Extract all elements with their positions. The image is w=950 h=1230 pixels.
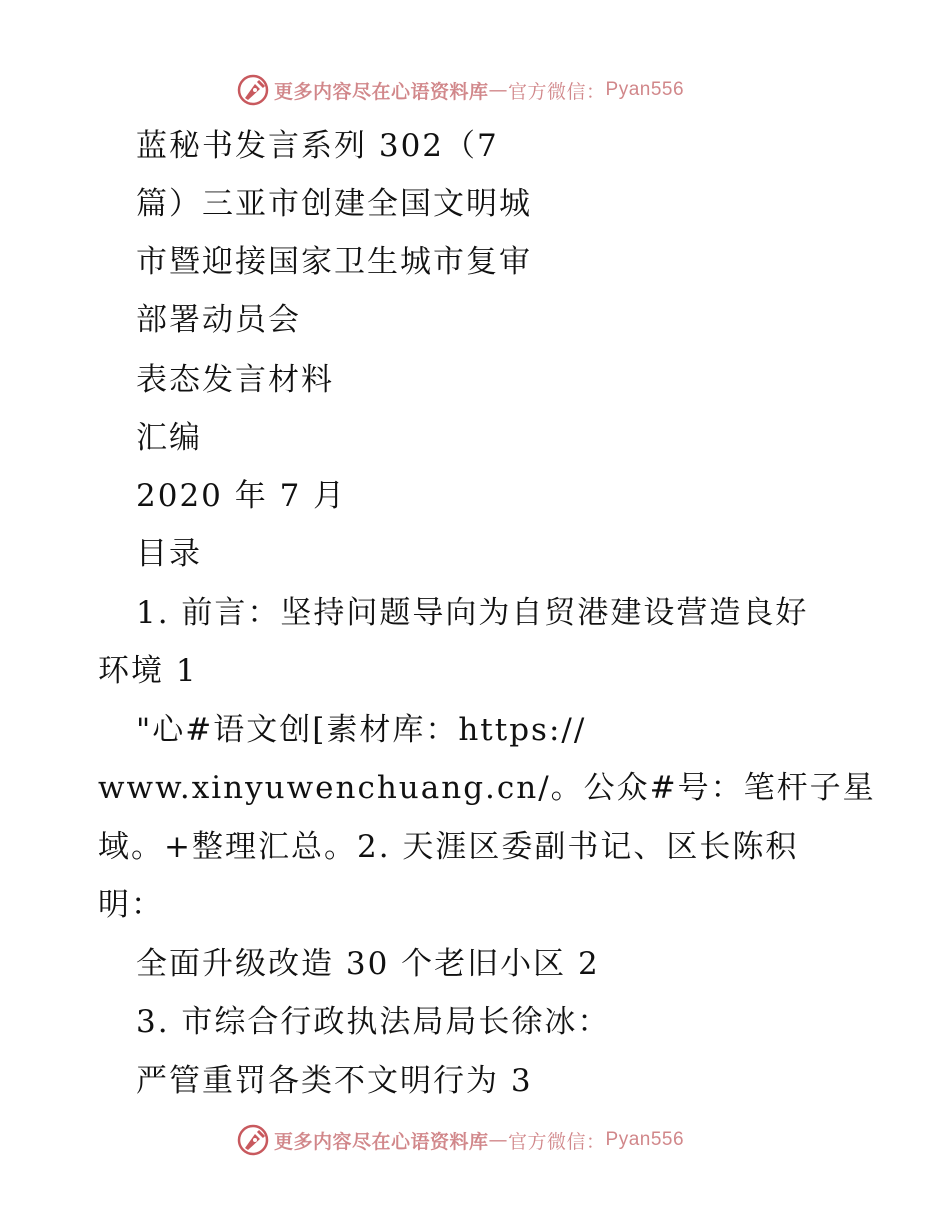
watermark-main-text: 更多内容尽在心语资料库 [274,80,489,103]
watermark-main-text: 更多内容尽在心语资料库 [274,1130,489,1153]
doc-title-line: 汇编 [136,420,202,456]
doc-title-line: 篇）三亚市创建全国文明城 [136,186,532,222]
watermark-banner-bottom [236,1122,684,1158]
pen-nib-logo-icon [236,1123,270,1157]
doc-date: 2020 年 7 月 [136,478,347,514]
watermark-wechat-id: Pyan556 [605,1129,685,1150]
watermark-wechat-id: Pyan556 [605,79,685,100]
toc-entry: 域。+整理汇总。2. 天涯区委副书记、区长陈积 [98,829,799,865]
watermark-suffix: 官方微信： [508,1130,606,1153]
doc-title-line: 蓝秘书发言系列 302（7 [136,128,499,164]
toc-entry: 严管重罚各类不文明行为 3 [136,1063,533,1099]
toc-heading: 目录 [136,536,202,572]
toc-entry: 环境 1 [98,653,198,689]
toc-entry: 全面升级改造 30 个老旧小区 2 [136,946,600,982]
toc-entry: 1. 前言：坚持问题导向为自贸港建设营造良好 [136,595,809,631]
toc-entry: 3. 市综合行政执法局局长徐冰： [136,1004,611,1040]
toc-text: "心#语文创[素材库：https:// [136,712,587,748]
toc-entry: 明： [98,887,164,923]
pen-nib-logo-icon [236,73,270,107]
toc-text: www.xinyuwenchuang.cn/。公众#号：笔杆子星 [98,770,876,806]
watermark-banner-top [236,72,684,108]
doc-title-line: 部署动员会 [136,302,301,338]
doc-title-line: 表态发言材料 [136,362,334,398]
doc-title-line: 市暨迎接国家卫生城市复审 [136,244,532,280]
watermark-suffix: 官方微信： [508,80,606,103]
watermark-dash: — [488,1129,509,1151]
watermark-dash: — [488,79,509,101]
